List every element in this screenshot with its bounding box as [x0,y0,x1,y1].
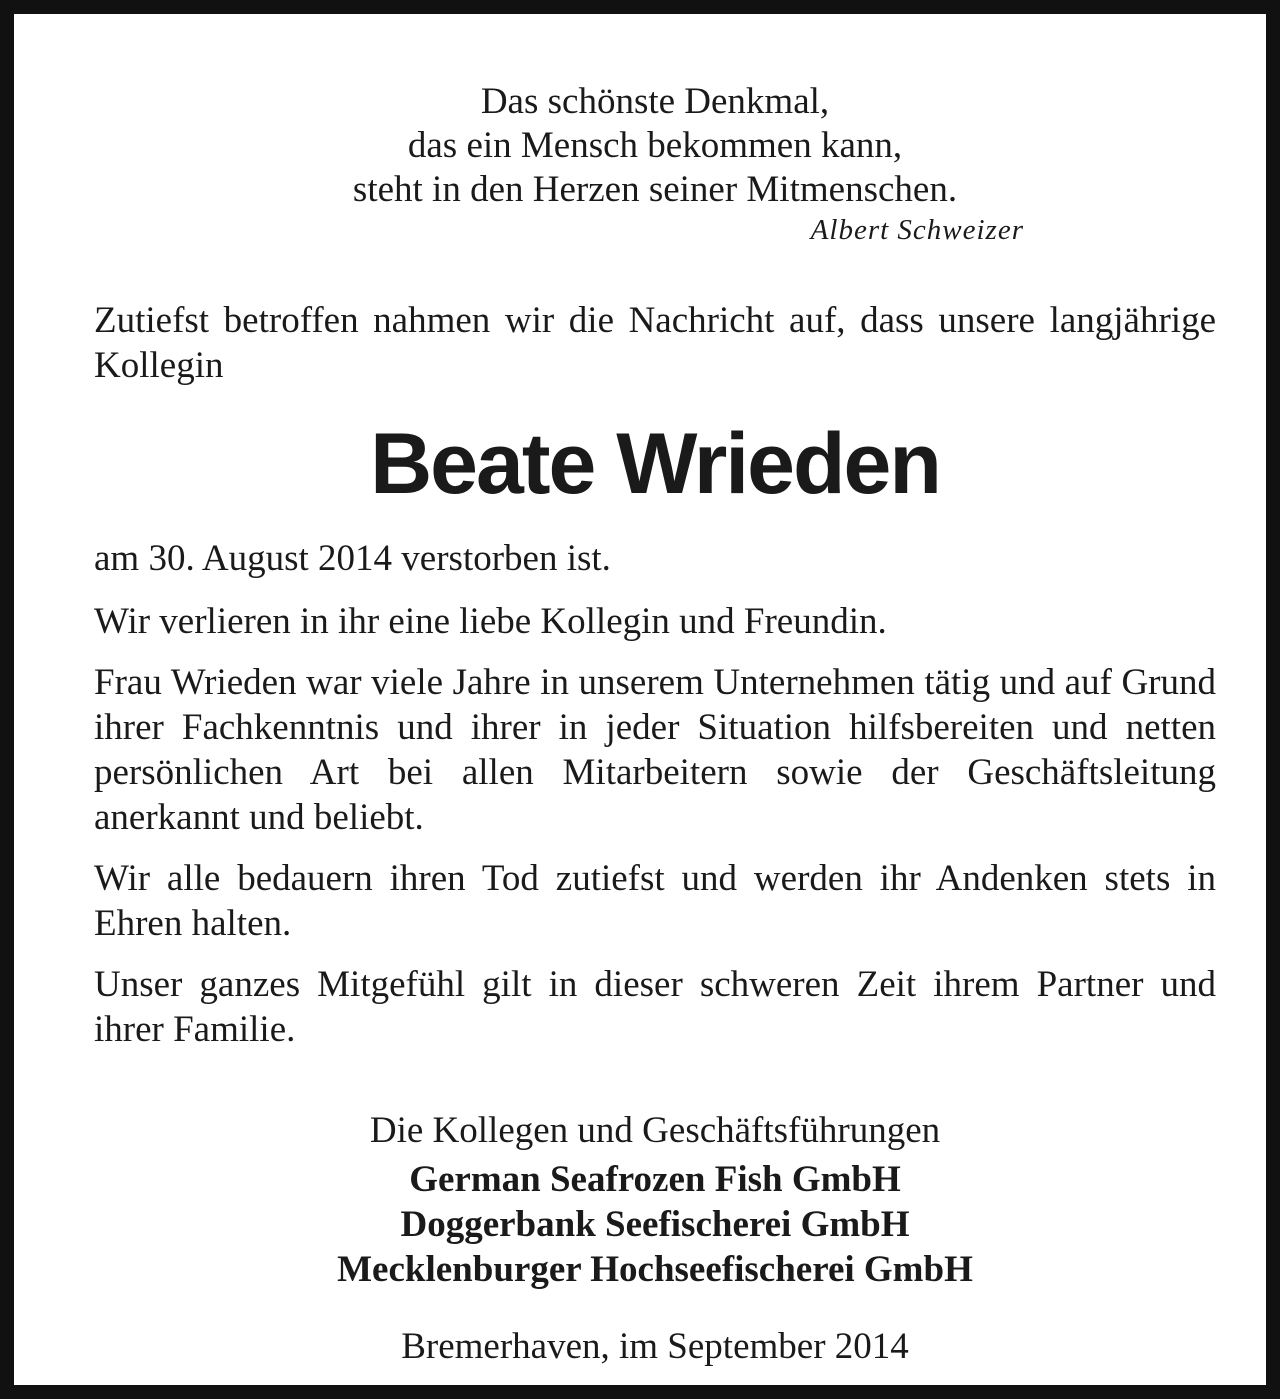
obituary-content [94,80,1216,1369]
andenken-paragraph: Wir alle bedauern ihren Tod zutiefst und werden ihr Andenken stets in Ehren halten. [94,858,1216,944]
company-list [94,1157,1216,1292]
quote-line-1: Das schönste Denkmal, [480,81,830,122]
signature-intro: Die Kollegen und Geschäftsführungen [369,1110,941,1151]
intro-paragraph: Zutiefst betroffen nahmen wir die Nachricht auf, dass unsere langjährige Kollegin [94,300,1216,386]
lose-line: Wir verlieren in ihr eine liebe Kollegin und Freundin. [94,601,887,642]
mitgefuehl-paragraph: Unser ganzes Mitgefühl gilt in dieser schweren Zeit ihrem Partner und ihrer Familie. [94,964,1216,1050]
deceased-name: Beate Wrieden [370,416,940,512]
quote-author: Albert Schweizer [810,214,1024,246]
frau-paragraph: Frau Wrieden war viele Jahre in unserem Unternehmen tätig und auf Grund ihrer Fachkenntnis und ihrer in jeder Situation hilfsbereiten und netten persönlichen Art bei allen Mitarbeitern sowie der Geschäftsleitung anerkannt und beliebt. [94,662,1216,838]
place-date: Bremerhaven, im September 2014 [401,1326,909,1367]
date-line: am 30. August 2014 verstorben ist. [94,538,611,579]
quote-line-2: das ein Mensch bekommen kann, [407,125,903,166]
quote-line-3: steht in den Herzen seiner Mitmenschen. [352,169,958,210]
signature-block [94,1108,1216,1369]
company-name: German Seafrozen Fish GmbH [409,1159,901,1200]
quote [94,80,1216,212]
company-name: Mecklenburger Hochseefischerei GmbH [337,1249,973,1290]
company-name: Doggerbank Seefischerei GmbH [400,1204,910,1245]
